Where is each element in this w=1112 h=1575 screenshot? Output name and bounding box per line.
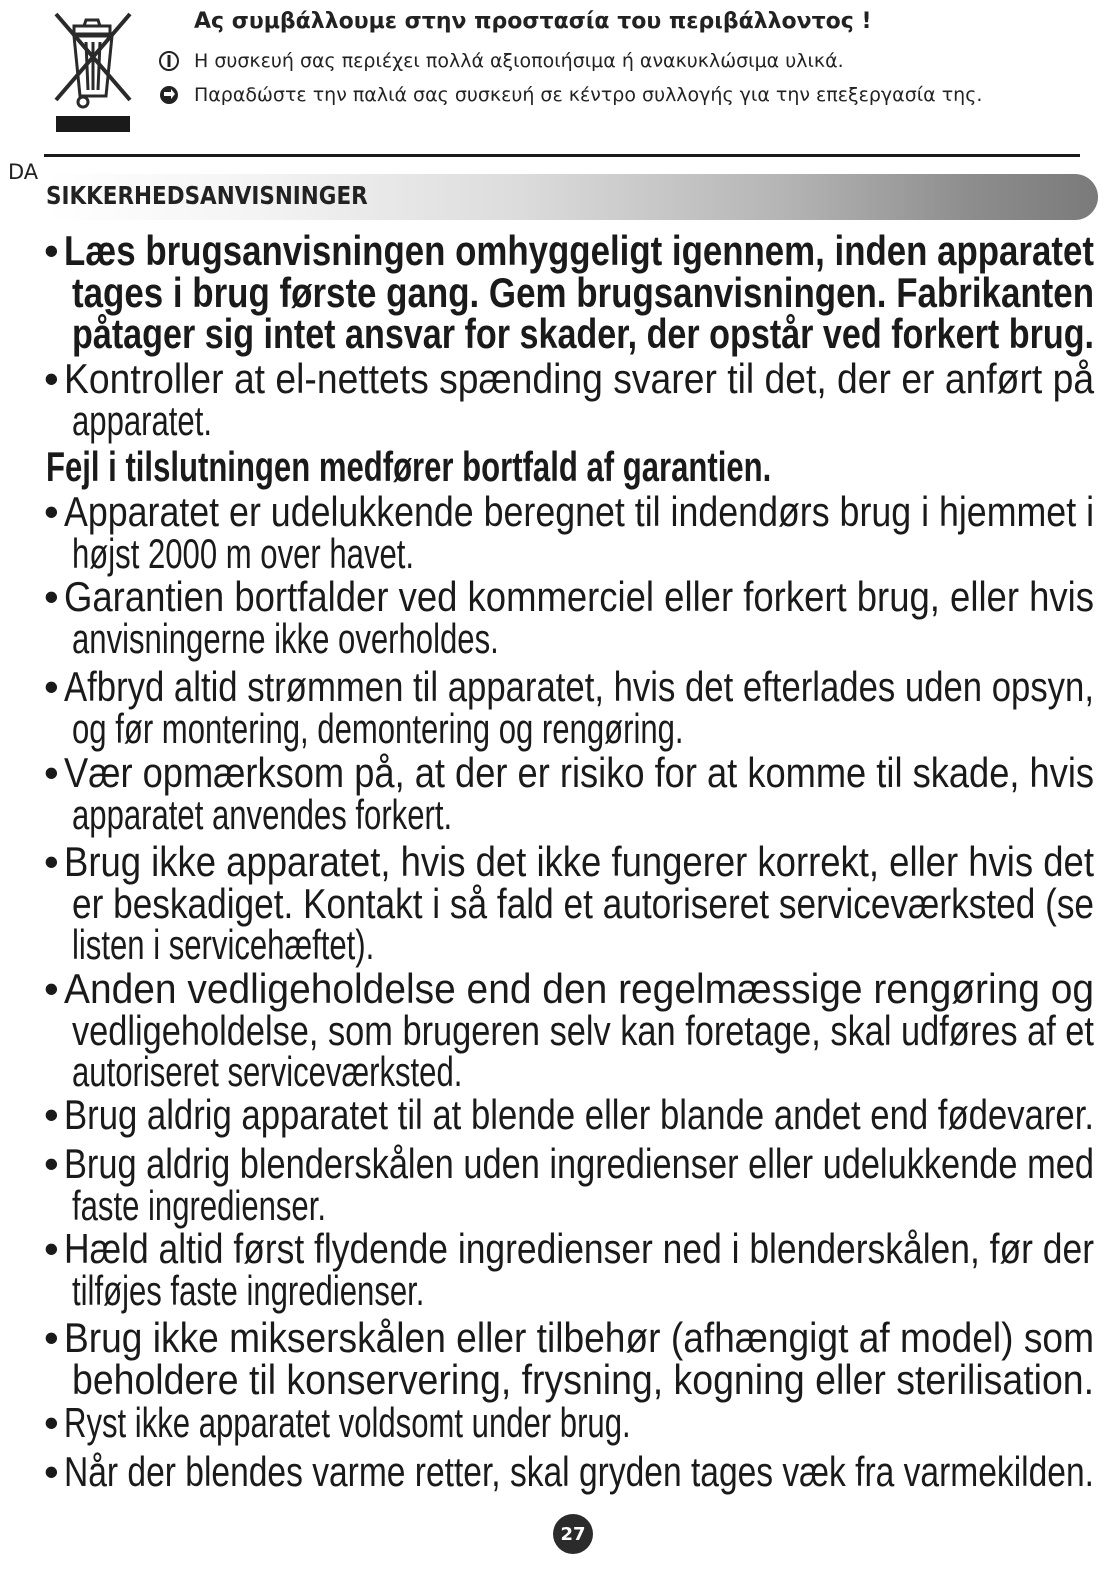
instruction-line: påtager sig intet ansvar for skader, der opstår ved forkert brug.: [72, 310, 1095, 357]
bullet-icon: •: [44, 749, 59, 796]
bullet-icon: •: [44, 1225, 59, 1272]
bullet-icon: •: [44, 663, 59, 710]
instruction-line: Kontroller at el-nettets spænding svarer til det, der er anført på: [64, 355, 1095, 402]
language-code: DA: [8, 160, 39, 184]
instruction-line: Ryst ikke apparatet voldsomt under brug.: [64, 1399, 631, 1446]
instruction-line: beholdere til konservering, frysning, kogning eller sterilisation.: [72, 1356, 1095, 1403]
bullet-icon: •: [44, 965, 59, 1012]
instruction-line: Vær opmærksom på, at der er risiko for at komme til skade, hvis: [64, 749, 1095, 796]
instruction-line: Brug aldrig apparatet til at blende eller blande andet end fødevarer.: [64, 1091, 1095, 1138]
instruction-line: vedligeholdelse, som brugeren selv kan foretage, skal udføres af et: [72, 1007, 1094, 1054]
bullet-icon: •: [44, 1448, 59, 1495]
instruction-line: tages i brug første gang. Gem brugsanvisningen. Fabrikanten: [72, 269, 1095, 316]
page-number: 27: [553, 1514, 593, 1554]
instruction-line: højst 2000 m over havet.: [72, 530, 415, 577]
bullet-icon: •: [44, 838, 59, 885]
recycling-title: Ας συμβάλλουμε στην προστασία του περιβάλλοντος !: [194, 9, 872, 34]
instruction-line: er beskadiget. Kontakt i så fald et autoriseret serviceværksted (se: [72, 880, 1095, 927]
recycling-note-text: Η συσκευή σας περιέχει πολλά αξιοποιήσιμα ή ανακυκλώσιμα υλικά.: [194, 50, 844, 72]
instruction-line: anvisningerne ikke overholdes.: [72, 615, 499, 662]
instruction-line: Brug ikke apparatet, hvis det ikke fungerer korrekt, eller hvis det: [64, 838, 1094, 885]
instruction-line: listen i servicehæftet).: [72, 921, 375, 968]
instruction-line: apparatet.: [72, 397, 212, 444]
instruction-line: og før montering, demontering og rengøring.: [72, 705, 684, 752]
recycling-note-text: Παραδώστε την παλιά σας συσκευή σε κέντρο συλλογής για την επεξεργασία της.: [194, 84, 983, 106]
instruction-line: Hæld altid først flydende ingredienser ned i blenderskålen, før der: [64, 1225, 1094, 1272]
instruction-line: Læs brugsanvisningen omhyggeligt igennem, inden apparatet: [64, 227, 1094, 274]
instruction-line: Afbryd altid strømmen til apparatet, hvis det efterlades uden opsyn,: [64, 663, 1094, 710]
instruction-line: Fejl i tilslutningen medfører bortfald af garantien.: [46, 443, 772, 490]
instruction-line: tilføjes faste ingredienser.: [72, 1267, 425, 1314]
bullet-icon: •: [44, 1314, 59, 1361]
bullet-icon: •: [44, 573, 59, 620]
bullet-icon: •: [44, 1140, 59, 1187]
instruction-line: Anden vedligeholdelse end den regelmæssige rengøring og: [64, 965, 1095, 1012]
bullet-icon: •: [44, 488, 59, 535]
instruction-line: Brug aldrig blenderskålen uden ingredienser eller udelukkende med: [64, 1140, 1094, 1187]
instruction-line: Når der blendes varme retter, skal gryden tages væk fra varmekilden.: [64, 1448, 1094, 1495]
section-title: SIKKERHEDSANVISNINGER: [46, 181, 368, 210]
instruction-line: faste ingredienser.: [72, 1182, 326, 1229]
instruction-line: apparatet anvendes forkert.: [72, 791, 453, 838]
bullet-icon: •: [44, 355, 59, 402]
instruction-line: Brug ikke mikserskålen eller tilbehør (afhængigt af model) som: [64, 1314, 1095, 1361]
instruction-line: Garantien bortfalder ved kommerciel eller forkert brug, eller hvis: [64, 573, 1095, 620]
bullet-icon: •: [44, 227, 59, 274]
bullet-icon: •: [44, 1399, 59, 1446]
bullet-icon: •: [44, 1091, 59, 1138]
instruction-line: Apparatet er udelukkende beregnet til indendørs brug i hjemmet i: [64, 488, 1095, 535]
instruction-line: autoriseret serviceværksted.: [72, 1048, 463, 1095]
